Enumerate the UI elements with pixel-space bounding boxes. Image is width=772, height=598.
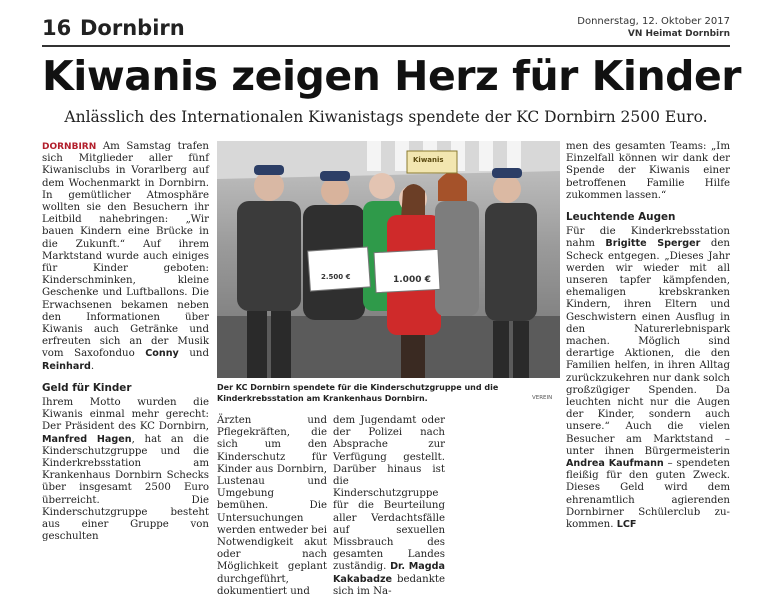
- body-paragraph: [566, 226, 730, 531]
- person-name: Andrea Kaufmann: [566, 458, 664, 470]
- body-paragraph: [333, 415, 445, 598]
- connector-text: und: [178, 348, 210, 360]
- person-name: Dr. Magda Kakabadze: [333, 561, 445, 585]
- article-column-1: [42, 141, 209, 541]
- body-paragraph: Ärzten und Pflegekräften, die sich um den Kinderschutz für Kinder aus Dornbirn, Lustenau und Umgebung bemühen. Die Untersuchungen werden entweder bei Notwendigkeit akut oder nach Möglichkeit geplant durchgeführt, dokumentiert und: [217, 415, 327, 597]
- headline: Kiwanis zeigen Herz für Kinder: [42, 52, 742, 100]
- quote-paragraph: men des gesamten Teams: „Im Einzelfall können wir dank der Spende der Kiwanis einer betroffenen Familie Hilfe zukommen lassen.“: [566, 141, 730, 201]
- body-text: den Scheck entgegen. „Dieses Jahr werden wir wieder mit all unseren tapfer kämpfenden, ehemaligen krebskranken Kindern, ihren Eltern und Geschwistern einen Ausflug in den Naturerlebnispark machen. Möglich sind derartige Aktionen, die den Familien helfen, in ihren Alltag zurückzukehren nur dank solch großzügiger Spenden. Da leuchten nicht nur die Augen der Kinder, sondern auch unsere.“ Auch die vielen Besucher am Marktstand – unter ihnen Bürgermeisterin: [566, 238, 730, 457]
- subheading-geld: Geld für Kinder: [42, 381, 132, 394]
- dateline: DORNBIRN: [42, 142, 97, 152]
- article-photo: [217, 141, 560, 378]
- person-name: Reinhard: [42, 360, 91, 372]
- body-text: Für die Kinderkrebsstation nahm: [566, 226, 730, 250]
- header-divider: [42, 45, 730, 47]
- kiwanis-banner: Kiwanis: [413, 156, 444, 164]
- person-name: Conny: [145, 348, 179, 360]
- publication-name: VN Heimat Dornbirn: [627, 29, 730, 39]
- photo-illustration: [217, 141, 560, 378]
- body-text: – spendeten fleißig für den guten Zweck. Dieses Geld wird dem ehrenamtlich agierenden Dornbirner Schülerclub zu-kommen.: [566, 458, 730, 531]
- person-name: Manfred Hagen: [42, 433, 132, 445]
- article-column-4: [451, 415, 559, 540]
- subheadline: Anlässlich des Internationalen Kiwanistags spendete der KC Dornbirn 2500 Euro.: [64, 108, 708, 126]
- photo-credit: VEREIN: [532, 395, 553, 401]
- lead-paragraph: [42, 141, 209, 373]
- cheque-amount-left: 2.500 €: [321, 273, 351, 281]
- body-text: Ihrem Motto wurden die Kiwanis einmal mehr gerecht: Der Präsident des KC Dornbirn,: [42, 397, 209, 433]
- article-column-3: [333, 415, 445, 597]
- author-signature: LCF: [616, 519, 637, 531]
- person-name: Brigitte Sperger: [605, 238, 701, 250]
- body-paragraph: [42, 397, 209, 543]
- issue-date: Donnerstag, 12. Oktober 2017: [577, 16, 730, 27]
- article-column-right: [566, 141, 730, 541]
- body-text: bedankte sich im Na-: [333, 573, 445, 597]
- photo-caption: Der KC Dornbirn spendete für die Kinderschutzgruppe und die Kinderkrebsstation am Krankenhaus Dornbirn.: [217, 383, 499, 403]
- section-title: Dornbirn: [80, 16, 185, 40]
- lead-text: Am Samstag trafen sich Mitglieder aller fünf Kiwanisclubs in Vorarlberg auf dem Wochenmarkt in Dornbirn. In gemütlicher Atmosphäre wollten sie den Besuchern ihr Leitbild nahebringen: „Wir bauen Kindern eine Brücke in die Zukunft.“ Auf ihrem Marktstand wurde auch einiges für Kinder geboten: Kinderschminken, kleine Geschenke und Luftballons. Die Erwachsenen bekamen neben den Informationen über Kiwanis auch Getränke und erfreuten sich an der Musik vom Saxofonduo: [42, 141, 209, 360]
- subheading-leuchtende-augen: Leuchtende Augen: [566, 211, 676, 224]
- sentence-end: .: [90, 360, 95, 372]
- cheque-amount-right: 1.000 €: [393, 275, 431, 285]
- article-column-2: [217, 415, 327, 597]
- body-text: , hat an die Kinderschutzgruppe und die Kinderkrebsstation am Krankenhaus Dornbirn Schecks über insgesamt 2500 Euro überreicht. Die Kinderschutzgruppe besteht aus einer Gruppe von geschulten: [42, 433, 209, 543]
- body-text: dem Jugendamt oder der Polizei nach Absprache zur Verfügung gestellt. Darüber hinaus ist die Kinderschutzgruppe für die Beurteilung aller Verdachtsfälle auf sexuellen Missbrauch des gesamten Landes zuständig.: [333, 415, 445, 573]
- page-number: 16: [42, 16, 72, 40]
